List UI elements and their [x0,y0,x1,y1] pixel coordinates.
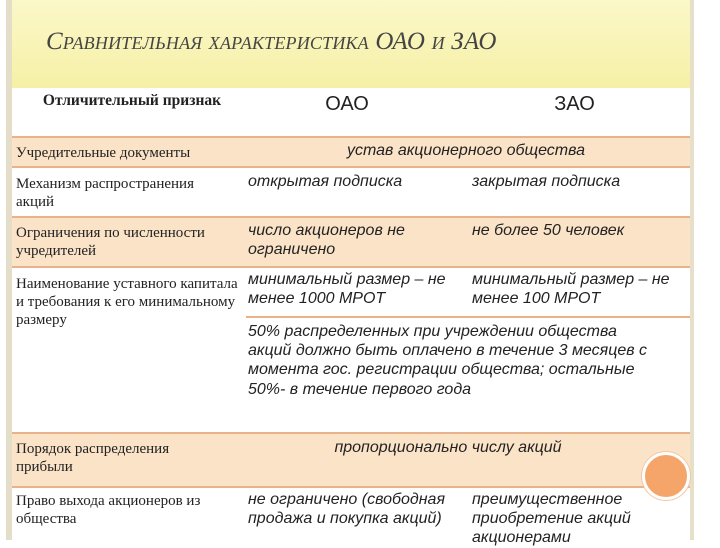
row-oao-value: не ограничено (свободная продажа и покупка акций) [248,491,445,528]
row-merged-value: устав акционерного общества [346,142,586,159]
table-row [12,434,690,486]
inner-divider [246,316,690,318]
table-row [12,268,690,432]
row-feature: Право выхода акционеров из общества [16,493,201,527]
row-feature: Наименование уставного капитала и требования к его минимальному размеру [16,276,238,328]
comparison-table [12,88,690,547]
table-row [12,168,690,216]
row-merged-value: пропорционально числу акций [334,439,562,456]
row-zao-value: не более 50 человек [472,222,625,239]
header-feature: Отличительный признак [42,92,222,109]
row-feature: Механизм распространения акций [16,176,194,210]
row-feature: Ограничения по численности учредителей [16,225,205,259]
decorative-circle [642,452,690,500]
table-row [12,218,690,266]
row-oao-value: открытая подписка [248,173,403,190]
slide-title: Сравнительная характеристика ОАО и ЗАО [46,28,497,55]
row-merged-value: 50% распределенных при учреждении общества акций должно быть оплачено в течение 3 месяцев с момента гос. регистрации общества; остальные 50%- в течение первого года [248,323,648,398]
header-zao: ЗАО [554,93,595,115]
row-oao-value: минимальный размер – не менее 1000 МРОТ [248,271,446,308]
row-zao-value: минимальный размер – не менее 100 МРОТ [472,271,670,308]
header-oao: ОАО [325,93,369,115]
row-feature: Учредительные документы [16,145,191,161]
row-zao-value: закрытая подписка [472,173,621,190]
row-oao-value: число акционеров не ограничено [248,222,405,259]
table-header-row [12,88,690,136]
table-row [12,138,690,166]
table-row [12,488,690,547]
row-feature: Порядок распределения прибыли [16,441,170,475]
right-frame-bar [690,0,694,540]
row-zao-value: преимущественное приобретение акций акционерами [472,491,631,547]
